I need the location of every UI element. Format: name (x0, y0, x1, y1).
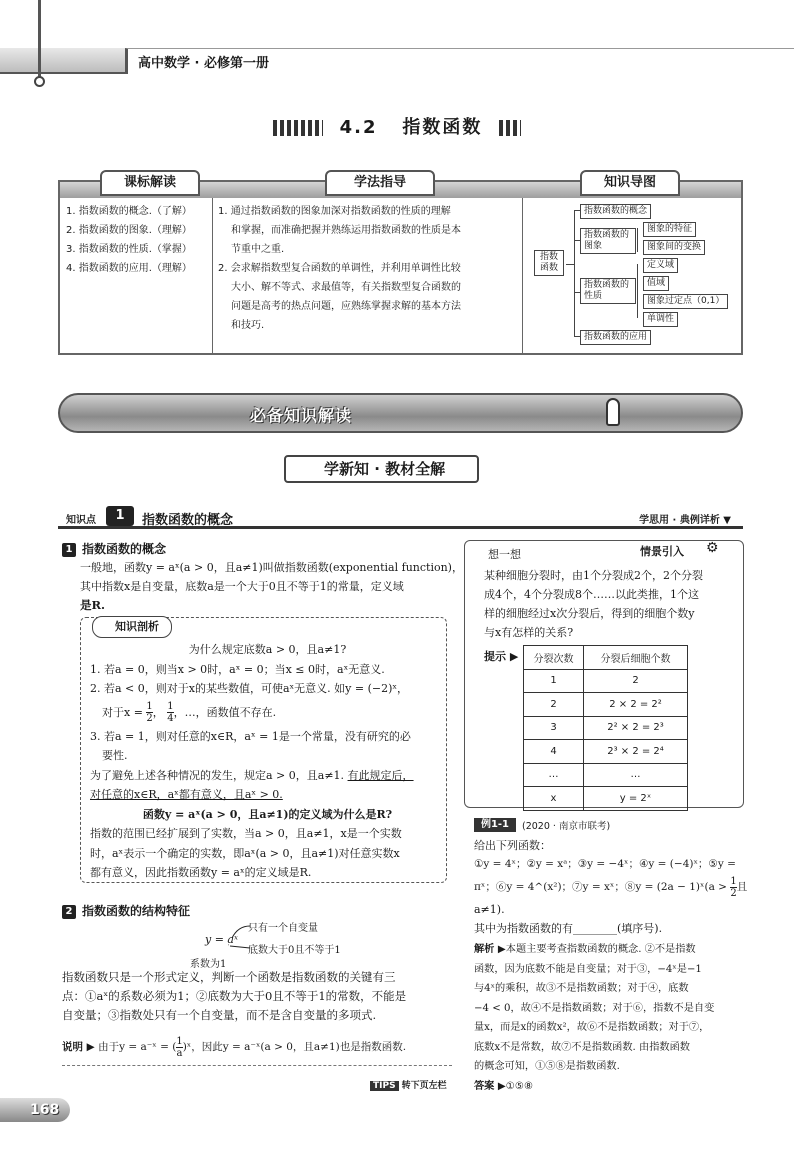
mindmap-graph: 指数函数的图象 (580, 228, 636, 254)
column-divider (212, 198, 213, 353)
table-row (524, 693, 688, 717)
text-line: 与4ˣ的乘积，故③不是指数函数；对于④，底数 (474, 983, 689, 994)
curriculum-goals (66, 202, 206, 278)
divider (62, 1065, 452, 1066)
subsection-heading (62, 540, 166, 557)
knowledge-label: 知识点 (66, 515, 96, 526)
bookmark-ring (34, 76, 45, 87)
mindmap-root: 指数函数 (534, 250, 564, 276)
denominator: a (176, 1047, 183, 1059)
think-tag: 想一想 (488, 548, 521, 561)
cell-division-table (523, 645, 688, 811)
text-line (474, 874, 748, 900)
mindmap-graph-transform: 图象间的变换 (643, 240, 705, 255)
tips-text: 转下页左栏 (401, 1081, 447, 1091)
text-line: 其中为指数函数的有________(填序号). (474, 922, 663, 935)
text-fragment: 对于x = (102, 705, 143, 719)
annotation-base-condition: 底数大于0且不等于1 (248, 945, 341, 956)
text-line: 其中指数x是自变量，底数a是一个大于0且不等于1的常量，定义域 (80, 580, 404, 593)
text-line: 成4个，4个分裂成8个……以此类推，1个这 (484, 588, 699, 601)
guide-line: 大小、解不等式、求最值等，有关指数型复合函数的 (231, 282, 461, 293)
text-line: ①y = 4ˣ；②y = xᵃ；③y = −4ˣ；④y = (−4)ˣ；⑤y = (474, 858, 736, 870)
guide-line: 问题是高考的热点问题，应熟练掌握求解的基本方法 (231, 301, 461, 312)
overview-panel (58, 175, 743, 355)
table-cell: y = 2ˣ (584, 787, 688, 811)
text-line: 点：①aˣ的系数必须为1；②底数为大于0且不等于1的常数，不能是 (62, 989, 407, 1003)
mindmap-range: 值域 (643, 276, 669, 291)
stripe-decoration-right (499, 120, 521, 136)
denominator: 2 (730, 887, 737, 899)
text-fragment: 且 (736, 881, 748, 893)
text-fragment: )ˣ，因此y = a⁻ˣ(a > 0，且a≠1)也是指数函数. (182, 1041, 407, 1053)
text-line: 对于x = $\frac{1}{2}$ ， $\frac{1}{4}$ ，…，函数值不存在. (102, 701, 277, 724)
text-line: 给出下列函数： (474, 839, 551, 852)
section-number: 4.2 (339, 117, 378, 138)
guide-line: 2. 会求解指数型复合函数的单调性，并利用单调性比较 (218, 263, 461, 274)
text-line: 指数的范围已经扩展到了实数，当a > 0，且a≠1，x是一个实数 (90, 827, 402, 840)
text-fragment: 由于y = a⁻ˣ = ( (98, 1041, 177, 1053)
method-guide (218, 202, 518, 335)
table-header-cell: 分裂次数 (524, 646, 584, 670)
gear-icon: ⚙ (706, 540, 719, 556)
definition-text (80, 558, 463, 615)
table-cell: 3 (524, 716, 584, 740)
tips-note (370, 1078, 450, 1091)
page-header (0, 48, 794, 74)
text-line: 都有意义，因此指数函数y = aˣ的定义域是R. (90, 866, 312, 879)
fraction (146, 701, 152, 724)
subsection-title: 指数函数的结构特征 (82, 904, 191, 918)
tab-mindmap: 知识导图 (580, 170, 680, 196)
mindmap-line (637, 228, 638, 252)
tab-method: 学法指导 (325, 170, 435, 196)
text-line: 对任意的x∈R，aˣ都有意义，且aˣ > 0. (90, 788, 283, 801)
text-line: 样的细胞经过x次分裂后，得到的细胞个数y (484, 607, 695, 620)
table-cell: 2 (584, 669, 688, 693)
text-line (474, 940, 744, 960)
table-header-cell: 分裂后细胞个数 (584, 646, 688, 670)
text-line: a≠1). (474, 903, 505, 916)
table-row (524, 669, 688, 693)
text-line: 与x有怎样的关系? (484, 626, 574, 639)
knowledge-title: 指数函数的概念 (142, 513, 234, 528)
table-cell: 2² × 2 = 2³ (584, 716, 688, 740)
hint-label: 提示 ▶ (484, 650, 519, 663)
example-source: (2020 · 南京市联考) (522, 821, 611, 832)
guide-line: 和掌握，而准确把握并熟练运用指数函数的性质是本 (231, 225, 461, 236)
annotation-coefficient: 系数为1 (190, 959, 227, 970)
mindmap-concept: 指数函数的概念 (580, 204, 651, 219)
mindmap-property: 指数函数的性质 (580, 278, 636, 304)
goal-item: 3. 指数函数的性质.（掌握） (66, 244, 192, 255)
table-cell: 2 × 2 = 2² (584, 693, 688, 717)
solution-label: 解析 ▶ (474, 944, 506, 955)
mindmap-fixed-point: 图象过定点（0,1） (643, 294, 728, 309)
goal-item: 1. 指数函数的概念.（了解） (66, 206, 192, 217)
text-line: 底数x不是常数，故⑦不是指数函数. 由指数函数 (474, 1041, 690, 1053)
goal-item: 4. 指数函数的应用.（理解） (66, 263, 192, 274)
knowledge-number: 1 (106, 506, 134, 526)
formula: y = aˣ (205, 933, 238, 946)
guide-line: 节重中之重. (231, 244, 285, 255)
table-row (524, 763, 688, 787)
numerator: 1 (146, 701, 153, 712)
text-fragment: 有此规定后， (347, 768, 414, 782)
answer-label: 答案 ▶ (474, 1080, 506, 1092)
annotation-single-variable: 只有一个自变量 (248, 923, 318, 934)
subsection-title: 指数函数的概念 (82, 542, 167, 556)
text-line: 2. 若a < 0，则对于x的某些数值，可使aˣ无意义. 如y = (−2)ˣ， (90, 682, 409, 695)
subsection-number: 1 (62, 543, 76, 557)
text-line: 3. 若a = 1，则对任意的x∈R，aˣ = 1是一个常量，没有研究的必 (90, 729, 411, 743)
text-line: 一般地，函数y = aˣ(a > 0，且a≠1)叫做指数函数(exponential function)， (80, 561, 463, 574)
note-label: 说明 ▶ (62, 1041, 95, 1053)
sub-banner: 学新知 · 教材全解 (284, 455, 479, 483)
answer-value: ①⑤⑧ (505, 1080, 534, 1092)
mindmap-graph-feature: 图象的特征 (643, 222, 696, 237)
goal-item: 2. 指数函数的图象.（理解） (66, 225, 192, 236)
mindmap-line (637, 264, 638, 318)
text-line: 自变量；③指数处只有一个自变量，而不是含自变量的多项式. (62, 1008, 377, 1022)
table-cell: 4 (524, 740, 584, 764)
table-header-row (524, 646, 688, 670)
text-line: 要性. (102, 749, 128, 762)
table-cell: … (584, 763, 688, 787)
mindmap-application: 指数函数的应用 (580, 330, 651, 345)
text-line: −4 < 0，故④不是指数函数；对于⑥，指数不是自变 (474, 1002, 715, 1014)
knowledge-right-label: 学思用 · 典例详析 ▼ (639, 515, 731, 526)
section-name: 指数函数 (402, 117, 483, 138)
text-line (90, 766, 445, 786)
analysis-question: 函数y = aˣ(a > 0，且a≠1)的定义域为什么是R? (142, 807, 393, 821)
banner-title: 必备知识解读 (250, 406, 353, 425)
text-fragment: πˣ；⑥y = 4^(x²)；⑦y = xˣ；⑧y = (2a − 1)ˣ(a > (474, 881, 727, 893)
page-number: 168 (30, 1102, 60, 1118)
text-line: 1. 若a = 0，则当x > 0时，aˣ = 0；当x ≤ 0时，aˣ无意义. (90, 662, 385, 676)
mindmap-line (566, 264, 574, 265)
numerator: 1 (167, 701, 174, 712)
denominator: 4 (167, 713, 174, 724)
tips-badge: TIPS (370, 1081, 399, 1091)
column-divider (522, 198, 523, 353)
stripe-decoration-left (273, 120, 323, 136)
note-line (62, 1035, 452, 1059)
subsection-heading (62, 902, 190, 919)
numerator: 1 (176, 1035, 183, 1047)
table-cell: 1 (524, 669, 584, 693)
denominator: 2 (146, 713, 153, 724)
text-line: 的概念可知，①⑤⑧是指数函数. (474, 1061, 620, 1072)
table-cell: … (524, 763, 584, 787)
book-title: 高中数学 · 必修第一册 (138, 56, 269, 71)
subsection-number: 2 (62, 905, 76, 919)
text-line: 函数，因为底数不能是自变量；对于③，−4ˣ是−1 (474, 963, 702, 975)
chapter-banner (58, 393, 743, 433)
text-fragment: ，…，函数值不存在. (173, 705, 277, 719)
section-title (0, 113, 794, 139)
tab-curriculum: 课标解读 (100, 170, 200, 196)
example-question (474, 836, 748, 938)
table-cell: x (524, 787, 584, 811)
guide-line: 1. 通过指数函数的图象加深对指数函数的性质的理解 (218, 206, 451, 217)
table-row (524, 787, 688, 811)
table-cell: 2 (524, 693, 584, 717)
guide-line: 和技巧. (231, 320, 265, 331)
table-row (524, 716, 688, 740)
analysis-question: 为什么规定底数a > 0，且a≠1? (188, 643, 347, 656)
example-tag: 例1-1 (474, 818, 516, 832)
text-line (474, 1077, 744, 1097)
mindmap-line (574, 210, 575, 336)
analysis-content (90, 640, 445, 883)
think-text (484, 566, 742, 642)
text-line: 是R. (80, 598, 106, 612)
scene-tag: 情景引入 (640, 545, 684, 558)
text-fragment: 本题主要考查指数函数的概念. ②不是指数 (505, 944, 696, 955)
table-row (524, 740, 688, 764)
analysis-tag: 知识剖析 (92, 616, 172, 638)
example-solution (474, 940, 744, 1096)
table-cell: 2³ × 2 = 2⁴ (584, 740, 688, 764)
text-line: 量x，而是x的函数x²，故⑥不是指数函数；对于⑦， (474, 1022, 710, 1033)
structure-text (62, 968, 450, 1025)
text-line: 某种细胞分裂时，由1个分裂成2个，2个分裂 (484, 569, 703, 582)
numerator: 1 (730, 875, 737, 887)
mindmap-monotonicity: 单调性 (643, 312, 678, 327)
knowledge-point-bar (58, 505, 743, 529)
lightbulb-icon (606, 398, 620, 426)
mindmap-domain: 定义域 (643, 258, 678, 273)
text-line: 时，aˣ表示一个确定的实数，即aˣ(a > 0，且a≠1)对任意实数x (90, 846, 400, 860)
bookmark-pin (38, 0, 41, 78)
text-line: 指数函数只是一个形式定义，判断一个函数是指数函数的关键有三 (62, 970, 396, 984)
text-fragment: 为了避免上述各种情况的发生，规定a > 0，且a≠1. (90, 768, 348, 782)
